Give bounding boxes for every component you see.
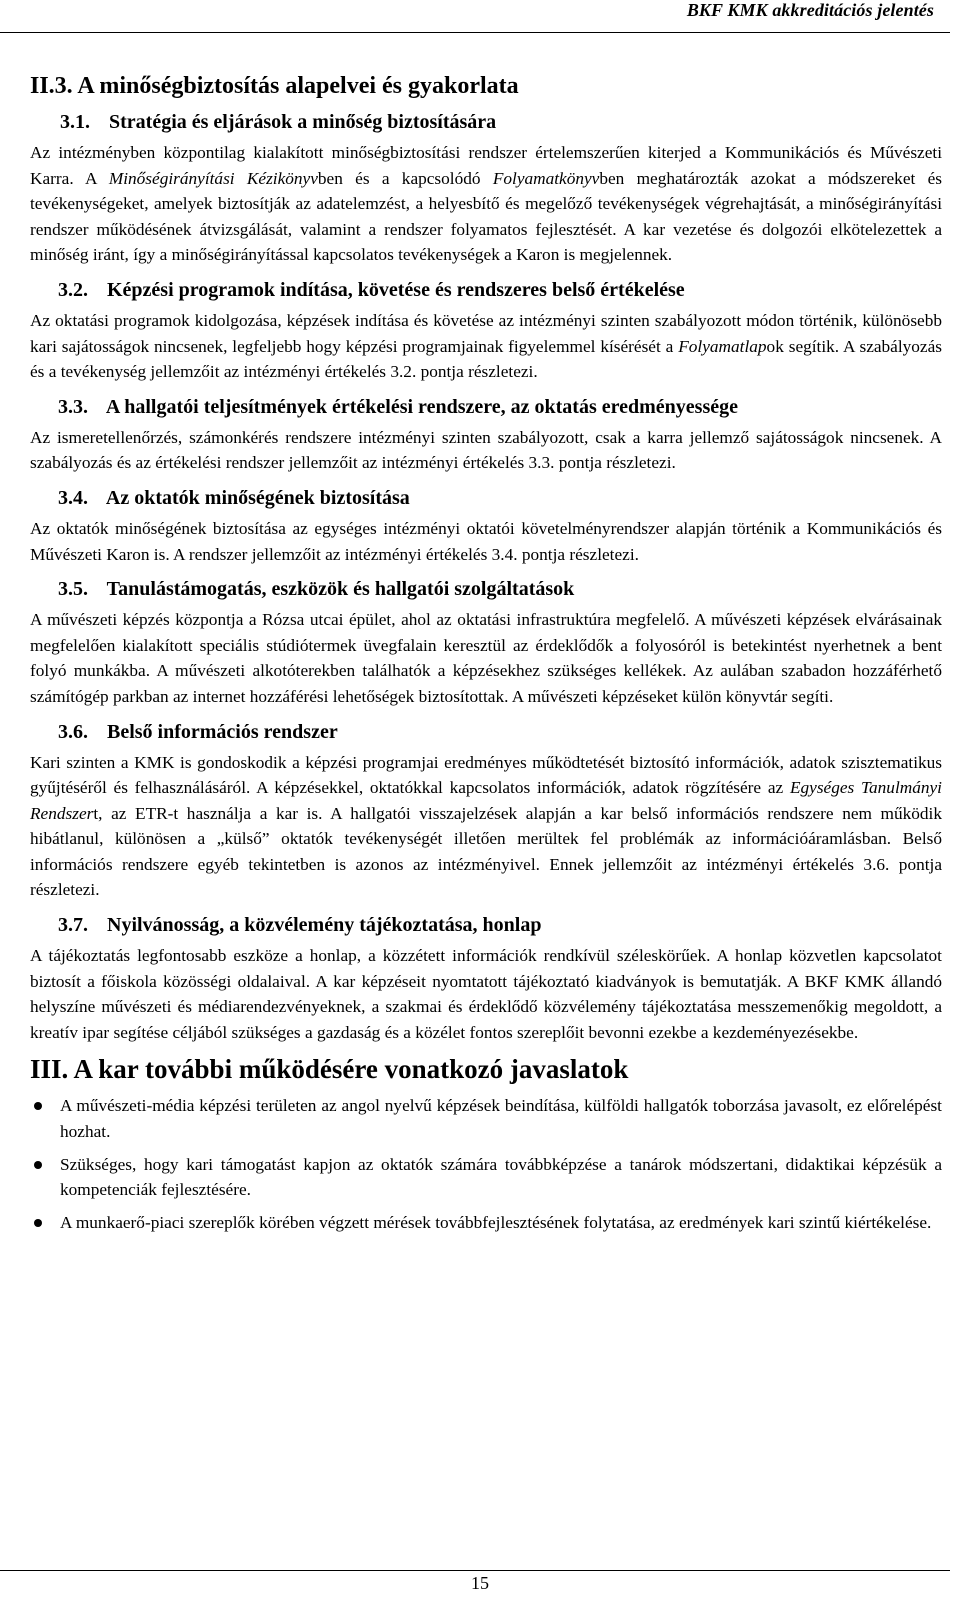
subsection-number: 3.4. — [58, 486, 88, 509]
paragraph-3-2: Az oktatási programok kidolgozása, képzések indítása és követése az intézményi szinten szabályozott módon történik, különösebb kari sajátosságok nincsenek, legfeljebb hogy képzési programjainak figyelemmel kísérését a Folyamatlapok segítik. A szabályozás és a tevékenység jellemzőit az intézményi értékelés 3.2. pontja részletezi. — [30, 310, 942, 382]
subsection-number: 3.3. — [58, 395, 88, 418]
subsection-title: Belső információs rendszer — [107, 720, 338, 743]
paragraph-3-3: Az ismeretellenőrzés, számonkérés rendszere intézményi szinten szabályozott, csak a karra jellemző sajátosságok nincsenek. A szabályozás és az értékelési rendszer jellemzőit az intézményi értékelés 3.3. pontja részletezi. — [30, 427, 942, 473]
list-item: Szükséges, hogy kari támogatást kapjon az oktatók számára továbbképzése a tanárok módszertani, didaktikai képzésük a kompetenciák fejlesztésére. — [30, 1152, 942, 1203]
subsection-title: Képzési programok indítása, követése és rendszeres belső értékelése — [107, 278, 685, 301]
subsection-heading-3-6 — [30, 720, 942, 744]
bullet-icon — [34, 1219, 42, 1227]
italic-term: Minőségirányítási Kézikönyv — [108, 168, 318, 188]
subsection-title: Az oktatók minőségének biztosítása — [105, 486, 410, 509]
italic-term: Folyamatlap — [678, 336, 767, 356]
subsection-title: Stratégia és eljárások a minőség biztosítására — [109, 111, 497, 133]
subsection-heading-3-3 — [30, 395, 942, 419]
footer-rule — [0, 1570, 950, 1571]
paragraph-3-4: Az oktatók minőségének biztosítása az egységes intézményi oktatói követelményrendszer alapján történik a Kommunikációs és Művészeti Karon is. A rendszer jellemzőit az intézményi értékelés 3.4. pontja részletezi. — [30, 518, 942, 564]
paragraph-3-7: A tájékoztatás legfontosabb eszköze a honlap, a közzétett információk rendkívül széleskörűek. A honlap közvetlen kapcsolatot biztosít a főiskola közösségi oldalaival. A kar képzéseit nyomtatott tájékoztató kiadványok is bemutatják. A BKF KMK állandó helyszíne művészeti és médiarendezvényeknek, a szakmai és érdeklődő közvélemény tájékoztatása messzemenőkig megoldott, a kreatív ipar segítése céljából szükséges a gazdaság és a közélet fontos szereplőit bevonni ezekbe a kezdeményezésekbe. — [30, 946, 942, 1042]
list-item: A művészeti-média képzési területen az angol nyelvű képzések beindítása, külföldi hallgatók toborzása javasolt, ez előrelépést hozhat. — [30, 1093, 942, 1144]
subsection-title: Tanulástámogatás, eszközök és hallgatói szolgáltatások — [106, 578, 575, 601]
page-number: 15 — [471, 1573, 489, 1593]
paragraph-3-6: Kari szinten a KMK is gondoskodik a képzési programjai eredményes működtetését biztosító információk, adatok szisztematikus gyűjtéséről és felhasználásáról. A képzésekkel, oktatókkal kapcsolatos információk, adatok rögzítésére az Egységes Tanulmányi Rendszert, az ETR-t használja a kar is. A hallgatói visszajelzések alapján a kar belső információs rendszere nem működik hibátlanul, különösen a „külső” oktatók tevékenységét illetően merültek fel problémák az információáramlásban. Belső információs rendszere egyéb tekintetben is azonos az intézményivel. Ennek jellemzőit az intézményi értékelés 3.6. pontja részletezi. — [30, 752, 942, 900]
recommendation-list — [30, 1093, 942, 1235]
subsection-number: 3.5. — [58, 578, 88, 601]
subsection-title: A hallgatói teljesítmények értékelési rendszere, az oktatás eredményessége — [105, 395, 738, 418]
subsection-heading-3-2 — [30, 278, 942, 302]
italic-term: Egységes Tanulmányi Rendszer — [30, 778, 942, 823]
italic-term: Folyamatkönyv — [492, 168, 600, 188]
subsection-heading-3-1 — [30, 110, 942, 134]
subsection-number: 3.7. — [58, 914, 88, 937]
subsection-number: 3.2. — [58, 278, 88, 301]
paragraph-3-5: A művészeti képzés központja a Rózsa utcai épület, ahol az oktatási infrastruktúra megfelelő. A művészeti képzések elvárásainak megfelelően kialakított speciális stúdiótermek üvegfalain keresztül az érdeklődők a folyosóról is betekintést nyerhetnek a bent folyó munkákba. A művészeti alkotóterekben találhatók a képzésekhez szükséges kellékek. Az aulában szabadon hozzáférhető számítógép parkban az internet hozzáférési lehetőségek biztosítottak. A művészeti képzéseket külön könyvtár segíti. — [30, 610, 942, 706]
section-title-3: III. A kar további működésére vonatkozó javaslatok — [30, 1054, 629, 1085]
page-content — [30, 72, 942, 1242]
list-item: A munkaerő-piaci szereplők körében végzett mérések továbbfejlesztésének folytatása, az eredmények kari szintű kiértékelése. — [30, 1210, 942, 1236]
subsection-heading-3-7 — [30, 913, 942, 937]
subsection-title: Nyilvánosság, a közvélemény tájékoztatása, honlap — [107, 914, 542, 937]
section-title-2-3: II.3. A minőségbiztosítás alapelvei és gyakorlata — [30, 73, 519, 99]
header-rule — [0, 32, 950, 33]
running-header: BKF KMK akkreditációs jelentés — [686, 0, 934, 20]
paragraph-3-1: Az intézményben központilag kialakított minőségbiztosítási rendszer értelemszerűen kiterjed a Kommunikációs és Művészeti Karra. A Minőségirányítási Kézikönyvben és a kapcsolódó Folyamatkönyvben meghatározták azokat a módszereket és tevékenységeket, amelyek biztosítják az adatelemzést, a helyesbítő és megelőző tevékenységek végrehajtását, a minőségirányítási rendszer működésének átvizsgálását, valamint a rendszer folyamatos fejlesztését. A kar vezetése és dolgozói elkötelezettek a minőség iránt, így a minőségirányítással kapcsolatos tevékenységek a Karon is megjelennek. — [30, 143, 942, 265]
subsection-heading-3-5 — [30, 577, 942, 601]
bullet-icon — [34, 1102, 42, 1110]
bullet-icon — [34, 1161, 42, 1169]
subsection-heading-3-4 — [30, 486, 942, 510]
subsection-number: 3.1. — [60, 111, 90, 133]
subsection-number: 3.6. — [58, 720, 88, 743]
